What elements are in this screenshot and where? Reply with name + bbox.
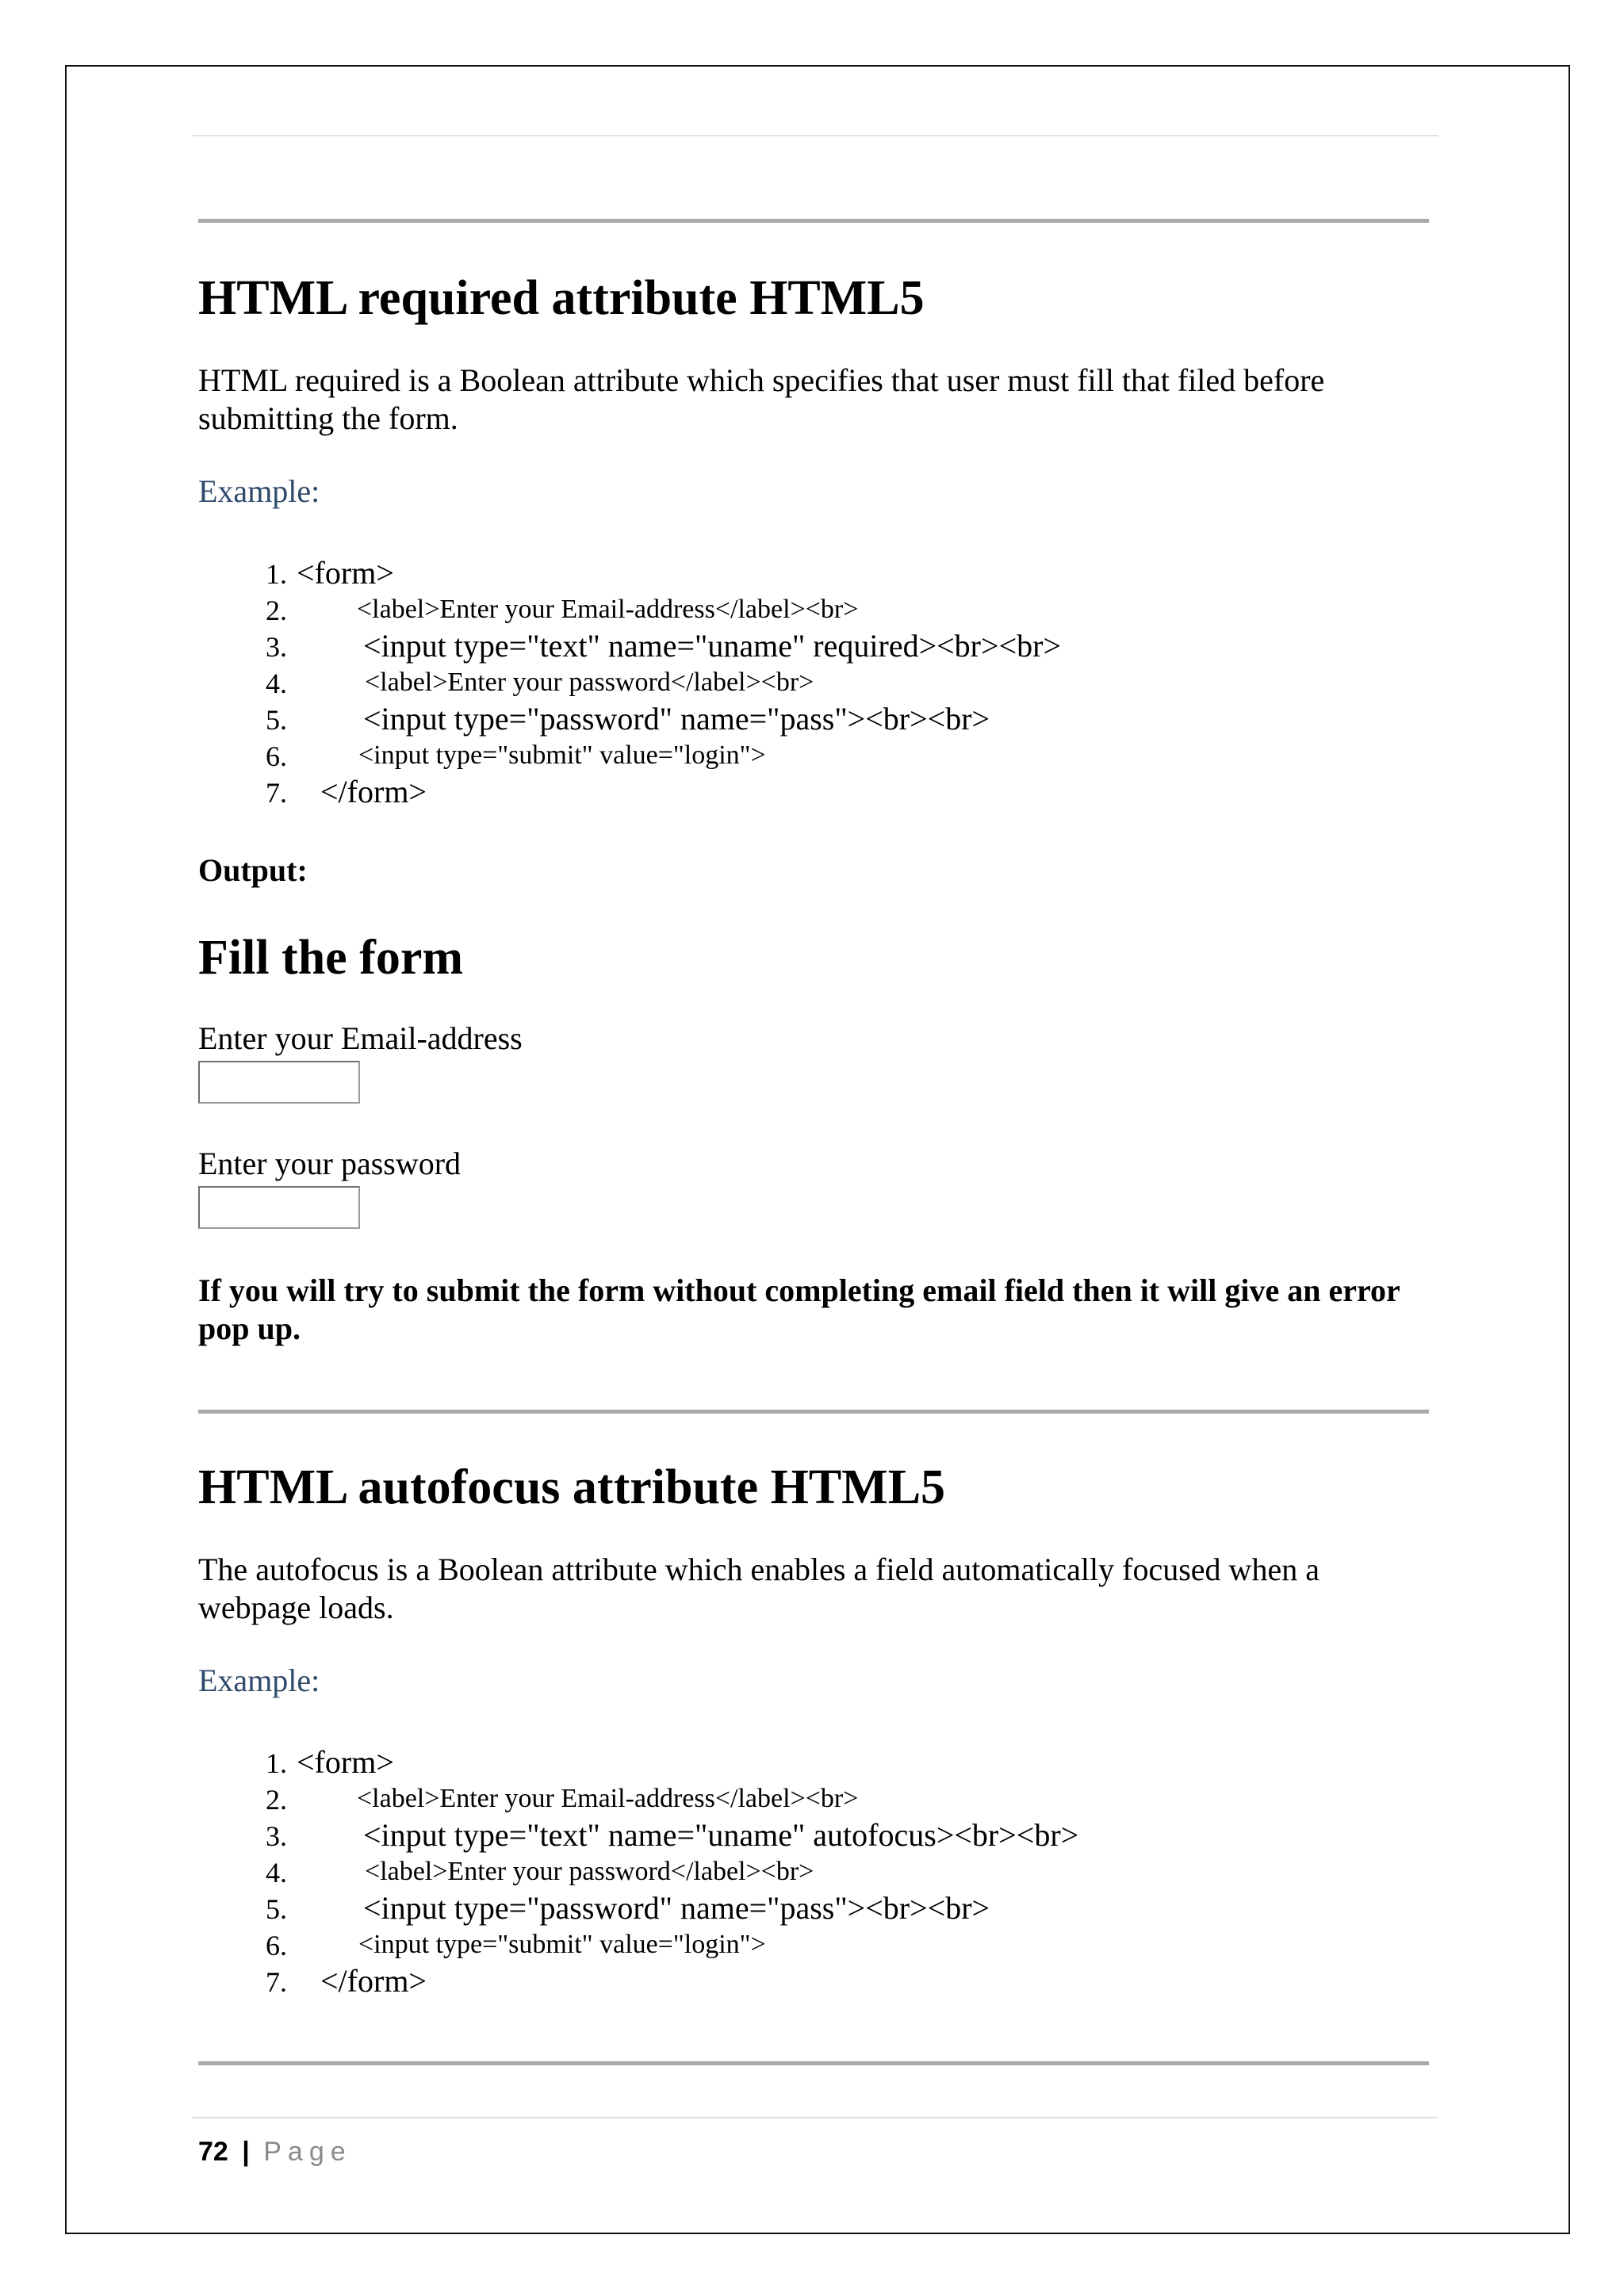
code-line-number: 2. [266, 1784, 287, 1816]
page-word: Page [263, 2137, 352, 2167]
code-line: <input type="text" name="uname" autofocus><br><br> [363, 1817, 1079, 1853]
code-line: <label>Enter your password</label><br> [365, 668, 814, 697]
example-label: Example: [198, 1663, 320, 1698]
page-number: 72 [198, 2137, 228, 2167]
code-line: <input type="submit" value="login"> [358, 1930, 766, 1959]
code-line-number: 5. [266, 1893, 287, 1925]
note-paragraph: If you will try to submit the form without completing email field then it will give an error pop up. [198, 1272, 1400, 1346]
code-line: <form> [297, 1744, 394, 1780]
code-line: <input type="submit" value="login"> [358, 740, 766, 770]
code-line: <form> [297, 555, 394, 591]
section-divider [198, 219, 1429, 223]
code-line: <input type="password" name="pass"><br><br> [363, 701, 990, 737]
code-line-number: 1. [266, 558, 287, 590]
section-heading: HTML autofocus attribute HTML5 [198, 1460, 946, 1514]
output-label: Output: [198, 852, 308, 888]
code-line: </form> [320, 1963, 427, 1999]
email-input[interactable] [198, 1061, 360, 1104]
page-footer [198, 2136, 352, 2168]
password-input[interactable] [198, 1186, 360, 1229]
code-line-number: 4. [266, 1857, 287, 1888]
code-line: </form> [320, 774, 427, 809]
code-line-number: 7. [266, 777, 287, 809]
example-label: Example: [198, 473, 320, 509]
output-title: Fill the form [198, 931, 464, 985]
email-label: Enter your Email-address [198, 1020, 523, 1056]
code-line-number: 3. [266, 631, 287, 663]
code-line: <input type="password" name="pass"><br><br> [363, 1890, 990, 1926]
section-divider [198, 2061, 1429, 2065]
footer-separator: | [242, 2137, 250, 2167]
section-description: HTML required is a Boolean attribute which specifies that user must fill that filed before submitting the form. [198, 362, 1325, 436]
code-line: <label>Enter your Email-address</label><br> [357, 1784, 859, 1813]
code-line-number: 5. [266, 704, 287, 736]
code-line-number: 2. [266, 595, 287, 626]
code-line: <input type="text" name="uname" required><br><br> [363, 628, 1061, 664]
code-line-number: 7. [266, 1966, 287, 1998]
code-line-number: 3. [266, 1820, 287, 1852]
code-line-number: 1. [266, 1747, 287, 1779]
code-line: <label>Enter your password</label><br> [365, 1857, 814, 1886]
code-line-number: 4. [266, 668, 287, 699]
header-rule [192, 135, 1438, 136]
code-line: <label>Enter your Email-address</label><br> [357, 595, 859, 624]
section-heading: HTML required attribute HTML5 [198, 271, 925, 325]
code-line-number: 6. [266, 1930, 287, 1961]
code-line-number: 6. [266, 740, 287, 772]
section-description: The autofocus is a Boolean attribute which enables a field automatically focused when a webpage loads. [198, 1552, 1320, 1625]
password-label: Enter your password [198, 1146, 462, 1181]
footer-rule [192, 2117, 1438, 2118]
section-divider [198, 1410, 1429, 1414]
